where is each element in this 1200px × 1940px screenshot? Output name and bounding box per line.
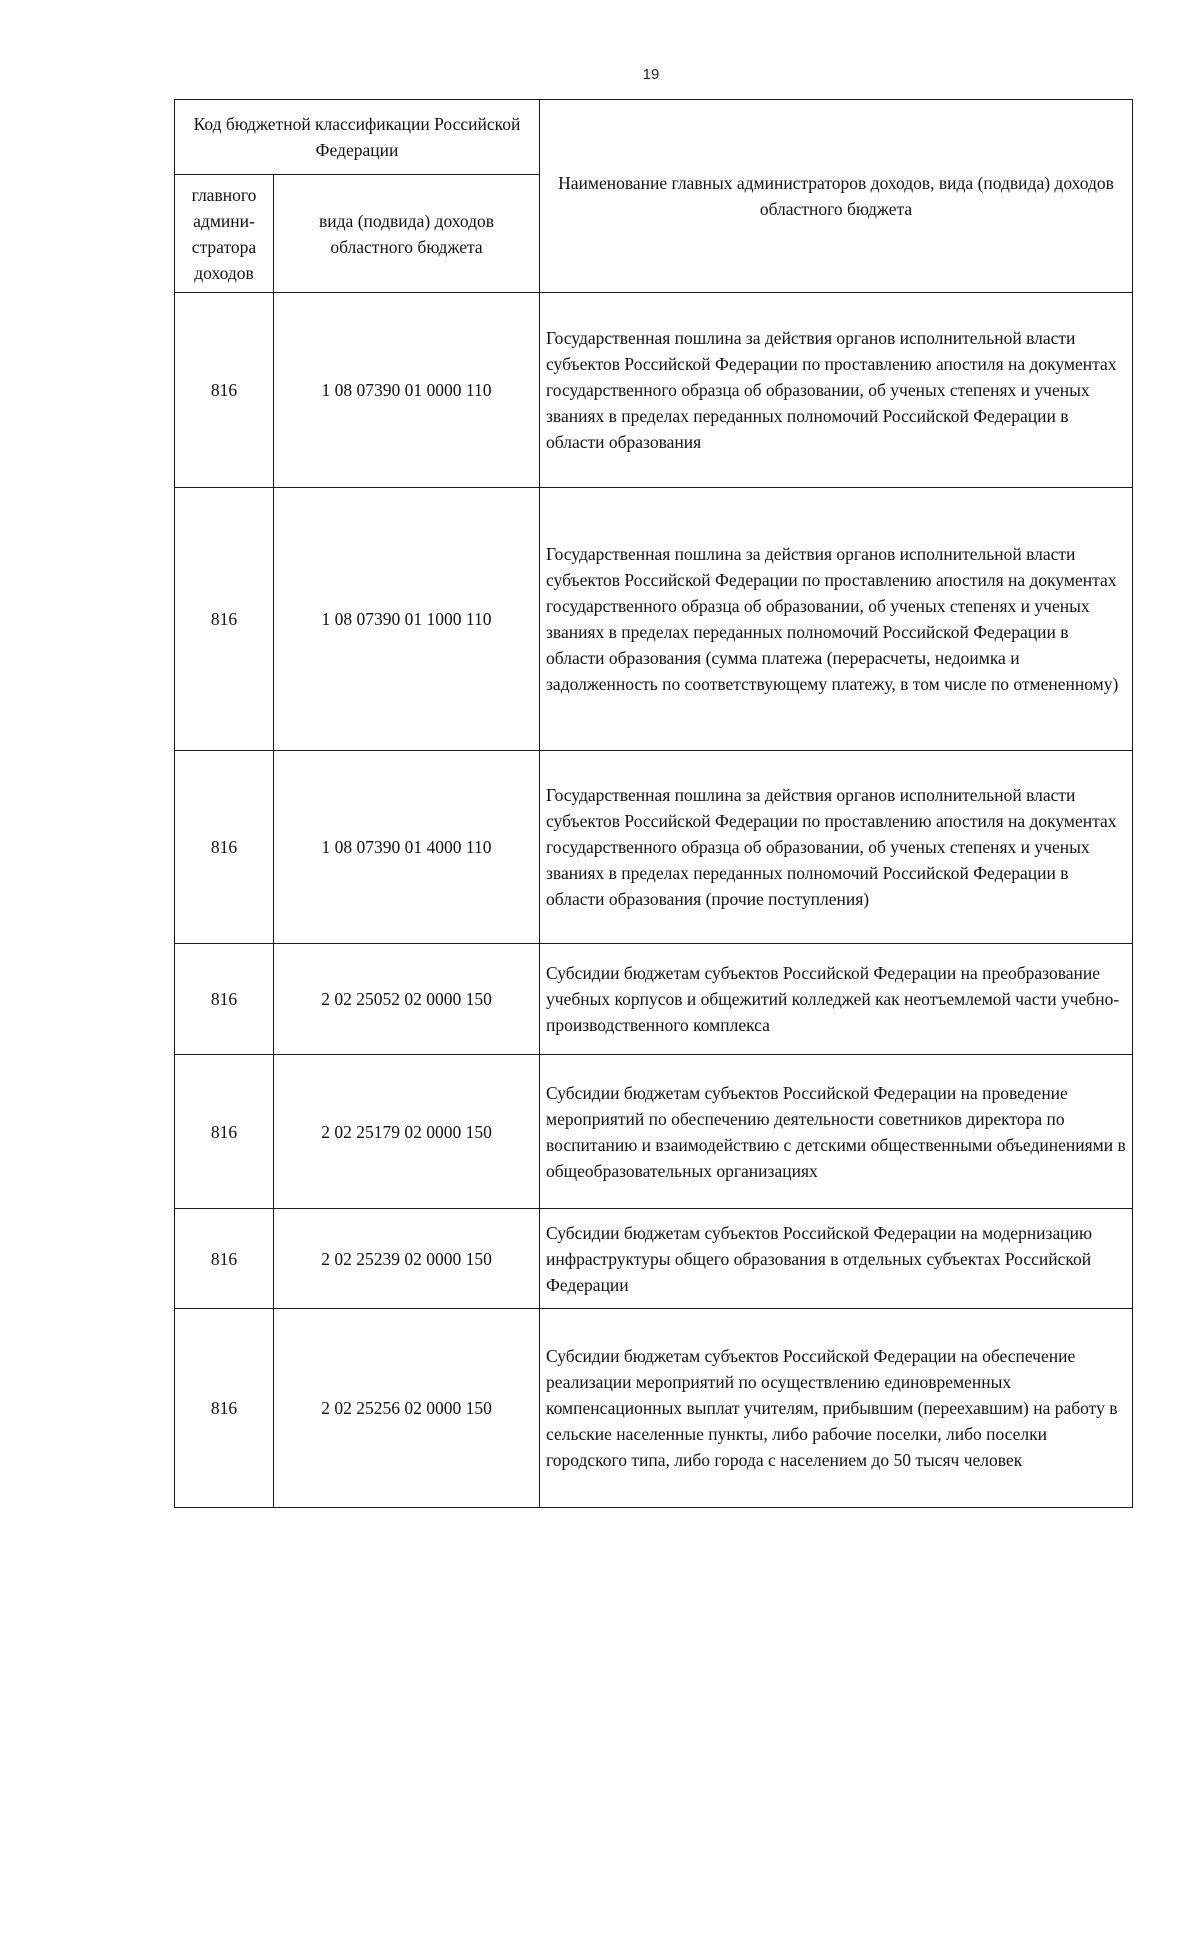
cell-revenue-code: 1 08 07390 01 0000 110 bbox=[274, 293, 540, 488]
cell-administrator-code: 816 bbox=[175, 1055, 274, 1209]
cell-revenue-name: Государственная пошлина за действия органов исполнительной власти субъектов Российской Федерации по проставлению апостиля на документах государственного образца об образовании, об ученых степенях и ученых званиях в пределах переданных полномочий Российской Федерации в области образования bbox=[540, 293, 1133, 488]
table-row bbox=[175, 1309, 1133, 1508]
cell-revenue-code: 2 02 25052 02 0000 150 bbox=[274, 944, 540, 1055]
header-revenue-type: вида (подвида) доходов областного бюджета bbox=[274, 175, 540, 293]
header-main-administrator: главного админи-стратора доходов bbox=[175, 175, 274, 293]
table-row bbox=[175, 751, 1133, 944]
header-administrator-name: Наименование главных администраторов доходов, вида (подвида) доходов областного бюджета bbox=[540, 100, 1133, 293]
cell-revenue-code: 2 02 25239 02 0000 150 bbox=[274, 1209, 540, 1309]
cell-revenue-name: Субсидии бюджетам субъектов Российской Федерации на преобразование учебных корпусов и общежитий колледжей как неотъемлемой части учебно-производственного комплекса bbox=[540, 944, 1133, 1055]
cell-administrator-code: 816 bbox=[175, 751, 274, 944]
cell-revenue-code: 1 08 07390 01 4000 110 bbox=[274, 751, 540, 944]
cell-administrator-code: 816 bbox=[175, 944, 274, 1055]
cell-revenue-code: 1 08 07390 01 1000 110 bbox=[274, 488, 540, 751]
cell-revenue-name: Государственная пошлина за действия органов исполнительной власти субъектов Российской Федерации по проставлению апостиля на документах государственного образца об образовании, об ученых степенях и ученых званиях в пределах переданных полномочий Российской Федерации в области образования (сумма платежа (перерасчеты, недоимка и задолженность по соответствующему платежу, в том числе по отмененному) bbox=[540, 488, 1133, 751]
cell-administrator-code: 816 bbox=[175, 1309, 274, 1508]
table-row bbox=[175, 944, 1133, 1055]
budget-classification-table bbox=[174, 99, 1133, 1508]
page-number: 19 bbox=[642, 66, 660, 83]
cell-administrator-code: 816 bbox=[175, 488, 274, 751]
table-row bbox=[175, 1209, 1133, 1309]
cell-revenue-name: Субсидии бюджетам субъектов Российской Федерации на модернизацию инфраструктуры общего образования в отдельных субъектах Российской Федерации bbox=[540, 1209, 1133, 1309]
table-header-row bbox=[175, 100, 1133, 175]
cell-revenue-name: Субсидии бюджетам субъектов Российской Федерации на проведение мероприятий по обеспечению деятельности советников директора по воспитанию и взаимодействию с детскими общественными объединениями в общеобразовательных организациях bbox=[540, 1055, 1133, 1209]
header-budget-classification-code: Код бюджетной классификации Российской Федерации bbox=[175, 100, 540, 175]
table-row bbox=[175, 488, 1133, 751]
cell-administrator-code: 816 bbox=[175, 1209, 274, 1309]
table-row bbox=[175, 293, 1133, 488]
table-row bbox=[175, 1055, 1133, 1209]
cell-revenue-code: 2 02 25179 02 0000 150 bbox=[274, 1055, 540, 1209]
cell-administrator-code: 816 bbox=[175, 293, 274, 488]
cell-revenue-name: Государственная пошлина за действия органов исполнительной власти субъектов Российской Федерации по проставлению апостиля на документах государственного образца об образовании, об ученых степенях и ученых званиях в пределах переданных полномочий Российской Федерации в области образования (прочие поступления) bbox=[540, 751, 1133, 944]
cell-revenue-code: 2 02 25256 02 0000 150 bbox=[274, 1309, 540, 1508]
cell-revenue-name: Субсидии бюджетам субъектов Российской Федерации на обеспечение реализации мероприятий по осуществлению единовременных компенсационных выплат учителям, прибывшим (переехавшим) на работу в сельские населенные пункты, либо рабочие поселки, либо поселки городского типа, либо города с населением до 50 тысяч человек bbox=[540, 1309, 1133, 1508]
